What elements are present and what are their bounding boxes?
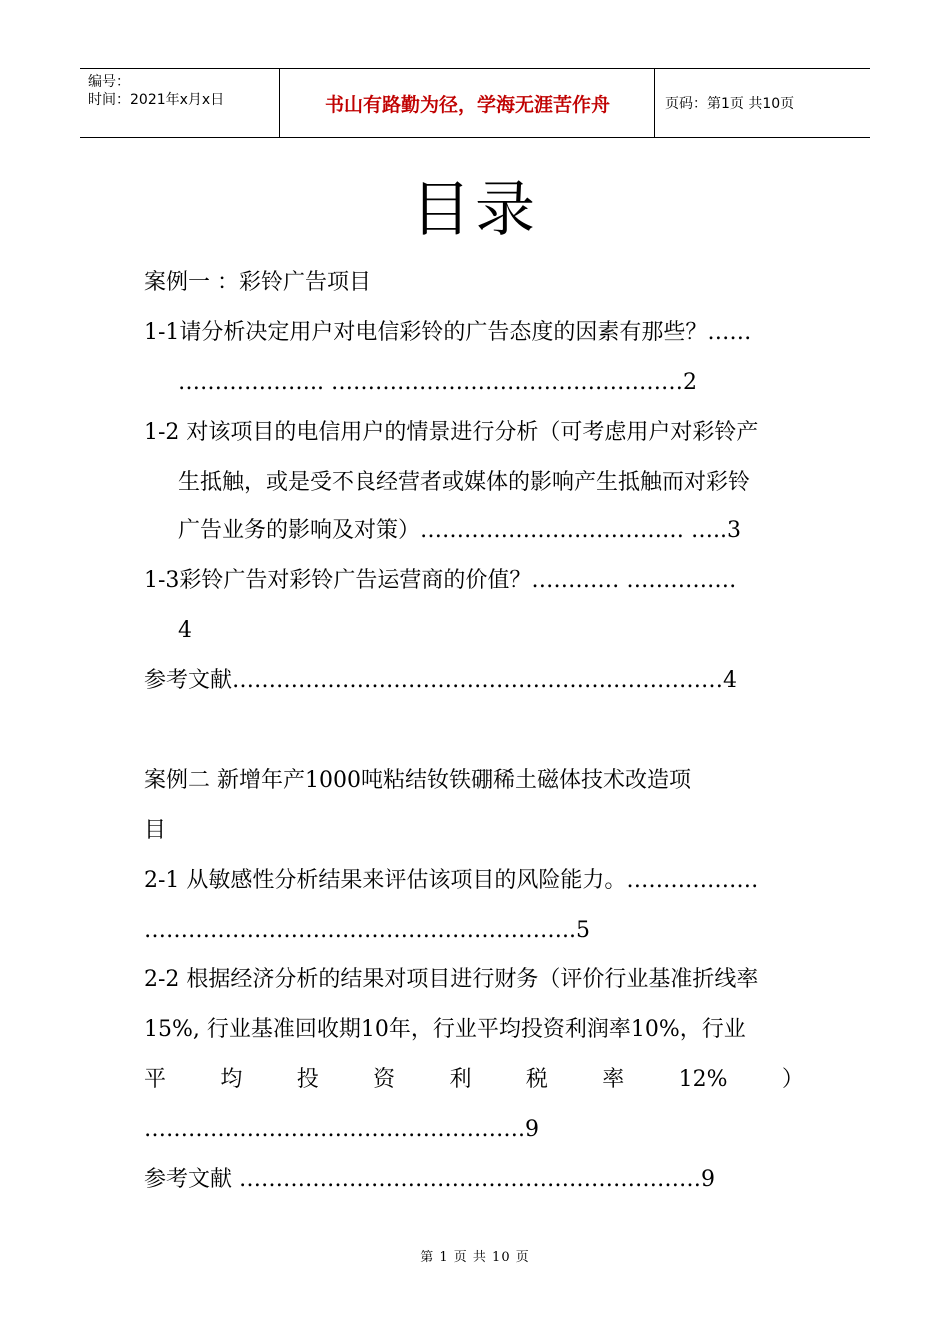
toc-item-2-1-cont: …………………………………………………..5 xyxy=(144,918,590,943)
number-label: 编号： xyxy=(88,74,130,90)
toc-item-2-2-cont2 xyxy=(144,1065,804,1095)
page-footer: 第 1 页 共 10 页 xyxy=(420,1250,530,1265)
toc-item-2-1: 2-1 从敏感性分析结果来评估该项目的风险能力。……………… xyxy=(144,868,759,893)
spread-char: 平 xyxy=(144,1067,167,1092)
toc-item-1-3-cont: 4 xyxy=(178,618,192,643)
toc-case2-heading-cont: 目 xyxy=(144,818,167,843)
header-motto: 书山有路勤为径，学海无涯苦作舟 xyxy=(281,69,655,137)
spread-char: 利 xyxy=(449,1067,472,1092)
toc-item-2-2: 2-2 根据经济分析的结果对项目进行财务（评价行业基准折线率 xyxy=(144,967,759,992)
toc-case1-heading: 案例一 ：彩铃广告项目 xyxy=(144,270,371,295)
spread-char: 率 xyxy=(602,1067,625,1092)
toc-references-1: 参考文献…………………………………………….……………4 xyxy=(144,668,737,693)
toc-item-1-3: 1-3彩铃广告对彩铃广告运营商的价值？………… …………… xyxy=(144,568,737,593)
toc-item-2-2-cont1: 15%, 行业基准回收期10年，行业平均投资利润率10%，行业 xyxy=(144,1017,746,1042)
toc-item-1-1-cont: ……………….. …………………………………………2 xyxy=(178,370,697,395)
page-title: 目录 xyxy=(411,175,539,245)
spread-char: 均 xyxy=(220,1067,243,1092)
time-line: 时间：2021年x月x日 xyxy=(88,92,225,108)
spread-char: 12% xyxy=(678,1067,728,1092)
toc-item-2-2-cont3: …………………………………………….9 xyxy=(144,1117,539,1142)
spread-char: ） xyxy=(781,1067,804,1092)
spread-char: 投 xyxy=(296,1067,319,1092)
header-left-cell xyxy=(80,69,280,137)
toc-references-2: 参考文献 ………………………………………………………9 xyxy=(144,1167,715,1192)
toc-item-1-1: 1-1请分析决定用户对电信彩铃的广告态度的因素有那些？…… xyxy=(144,320,752,345)
spread-char: 税 xyxy=(525,1067,548,1092)
header-table xyxy=(80,68,870,138)
toc-item-1-2-cont1: 生抵触，或是受不良经营者或媒体的影响产生抵触而对彩铃 xyxy=(178,470,751,495)
toc-item-1-2: 1-2 对该项目的电信用户的情景进行分析（可考虑用户对彩铃产 xyxy=(144,420,759,445)
header-page-info: 页码：第1页 共10页 xyxy=(665,96,795,112)
toc-case2-heading: 案例二 新增年产1000吨粘结钕铁硼稀土磁体技术改造项 xyxy=(144,768,691,793)
toc-item-1-2-cont2: 广告业务的影响及对策）……………………………… …..3 xyxy=(178,518,741,543)
spread-char: 资 xyxy=(373,1067,396,1092)
